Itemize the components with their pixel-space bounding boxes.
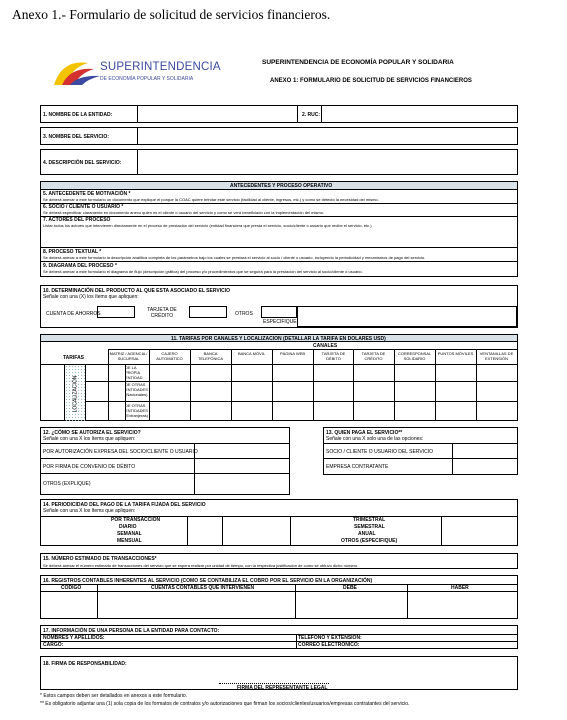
payer-option-member: SOCIO / CLIENTE O USUARIO DEL SERVICIO	[326, 449, 433, 455]
contact-role-label: CARGO:	[43, 642, 64, 648]
col-accounts: CUENTAS CONTABLES QUE INTERVIENEN	[151, 585, 255, 591]
row-own-entity: DE LA PROPIA ENTIDAD	[125, 365, 143, 380]
product-section	[40, 285, 518, 328]
logo-subtext: DE ECONOMÍA POPULAR Y SOLIDARIA	[100, 76, 194, 82]
period-daily: DIARIO	[119, 524, 137, 530]
s7-title: 7. ACTORES DEL PROCESO	[43, 217, 111, 223]
row-foreign: DE OTRAS ENTIDADES (Extranjeras)	[125, 403, 148, 418]
s6-title: 6. SOCIO / CLIENTE O USUARIO *	[43, 204, 124, 210]
accounting-title: 16. REGISTROS CONTABLES INHERENTES AL SERVICIO (COMO SE CONTABILIZA EL COBRO POR EL SERVICIO EN LA ORGANIZACIÓN)	[43, 578, 373, 584]
s9-title: 9. DIAGRAMA DEL PROCESO *	[43, 263, 117, 269]
service-desc-label: 4. DESCRIPCIÓN DEL SERVICIO:	[43, 160, 122, 166]
credit-card-checkbox[interactable]	[189, 306, 227, 318]
seps-logo	[52, 55, 221, 95]
col-credit: HABER	[451, 585, 469, 591]
service-name-label: 3. NOMBRE DEL SERVICIO:	[43, 134, 109, 140]
option-others: OTROS	[235, 311, 253, 317]
col-code: CÓDIGO	[61, 585, 82, 591]
authorize-option-other: OTROS (EXPLIQUE)	[43, 481, 91, 487]
signature-line[interactable]	[219, 683, 329, 684]
channels-label: CANALES	[313, 343, 338, 349]
period-per-transaction: POR TRANSACCIÓN	[111, 517, 161, 523]
payer-section	[323, 427, 518, 475]
savings-checkbox[interactable]	[97, 306, 135, 318]
authorize-section	[40, 427, 290, 495]
channel-header: PUNTOS MÓVILES	[437, 351, 474, 356]
channel-divider	[272, 349, 273, 421]
channel-header: PÁGINA WEB	[279, 351, 306, 356]
contact-title: 17. INFORMACIÓN DE UNA PERSONA DE LA ENTIDAD PARA CONTACTO:	[43, 628, 220, 634]
product-title: 10. DETERMINACIÓN DEL PRODUCTO AL QUE ESTA ASOCIADO EL SERVICIO	[43, 288, 230, 294]
period-annual: ANUAL	[358, 531, 376, 537]
s8-title: 8. PROCESO TEXTUAL *	[43, 249, 102, 255]
tariffs-title: 11. TARIFAS POR CANALES Y LOCALIZACION (DETALLAR LA TARIFA EN DOLARES USD)	[171, 336, 386, 342]
channel-header: TARJETA DE DÉBITO	[321, 351, 346, 361]
channel-divider	[231, 349, 232, 421]
service-name-row	[40, 127, 518, 145]
background-title: ANTECEDENTES Y PROCESO OPERATIVO	[230, 183, 333, 189]
payer-option-company: EMPRESA CONTRATANTE	[326, 464, 389, 470]
channel-header: BANCA MÓVIL	[237, 351, 266, 356]
authorize-title: 12. ¿CÓMO SE AUTORIZA EL SERVICIO?	[43, 430, 141, 436]
contact-name-label: NOMBRES Y APELLIDOS:	[43, 635, 105, 641]
period-quarterly: TRIMESTRAL	[353, 517, 386, 523]
entity-row	[40, 105, 518, 123]
s8-text: Se deberá anexar a este formulario la descripción analítica completa de los parámetros bajo los cuales se prestará el servicio al socio / cliente o usuario, incluyendo la periodicidad y mecanismos de pago del servicio.	[43, 255, 426, 260]
logo-text: SUPERINTENDENCIA	[100, 61, 221, 73]
org-title: SUPERINTENDENCIA DE ECONOMÍA POPULAR Y SOLIDARIA	[262, 59, 454, 66]
payer-title: 13. QUIEN PAGA EL SERVICIO**	[326, 430, 403, 436]
periodicity-section	[40, 499, 518, 546]
channel-header: TARJETA DE CRÉDITO	[361, 351, 386, 361]
transactions-title: 15. NÚMERO ESTIMADO DE TRANSACCIONES*	[43, 556, 157, 562]
col-debit: DEBE	[343, 585, 357, 591]
tariffs-label: TARIFAS	[63, 355, 85, 361]
authorize-option-express: POR AUTORIZACIÓN EXPRESA DEL SOCIO/CLIENTE O USUARIO	[43, 449, 198, 455]
periodicity-title: 14. PERIODICIDAD DEL PAGO DE LA TARIFA FIJADA DEL SERVICIO	[43, 502, 206, 508]
period-semiannual: SEMESTRAL	[354, 524, 385, 530]
contact-phone-label: TELÉFONO Y EXTENSIÓN:	[298, 635, 362, 641]
authorize-option-agreement: POR FIRMA DE CONVENIO DE DÉBITO	[43, 464, 136, 470]
logo-emblem-icon	[52, 55, 102, 89]
channel-header: VENTANILLAS DE EXTENSIÓN	[479, 351, 514, 361]
option-credit-card: TARJETA DE CRÉDITO	[147, 307, 177, 319]
signature-section	[40, 656, 518, 690]
channel-header: CORRESPONSAL SOLIDARIO	[397, 351, 432, 361]
location-label: LOCALIZACIÓN	[72, 375, 79, 413]
s6-text: Se deberá especificar claramente en documento anexo quien es el cliente o usuario del servicio y como se verá beneficiado con la implementación del mismo.	[43, 210, 325, 215]
accounting-section	[40, 575, 518, 619]
contact-email-label: CORREO ELECTRÓNICO:	[298, 642, 360, 648]
document-heading: Anexo 1.- Formulario de solicitud de servicios financieros.	[12, 7, 331, 22]
s7-text: Listar todos los actores que intervienen directamente en el proceso de prestación del servicio (entidad financiera que presta el servicio, socio/cliente o usuario que recibe el servicio, etc.)	[43, 223, 372, 228]
channel-header: CAJERO AUTOMÁTICO	[156, 351, 183, 361]
transactions-section	[40, 553, 518, 569]
location-column	[64, 365, 86, 421]
footnote-1: * Estos campos deben ser detallados en anexos a este formulario.	[40, 693, 188, 699]
service-desc-row	[40, 149, 518, 175]
contact-section	[40, 625, 518, 649]
periodicity-hint: Señale con una X los ítems que apliquen:	[43, 508, 136, 514]
channel-divider	[435, 349, 436, 421]
authorize-hint: Señale con una X los ítems que apliquen:	[43, 436, 136, 442]
channel-header: BANCA TELEFÓNICA	[197, 351, 224, 361]
entity-label: 1. NOMBRE DE LA ENTIDAD:	[43, 112, 113, 118]
ruc-label: 2. RUC:	[302, 112, 321, 118]
period-weekly: SEMANAL	[117, 531, 142, 537]
annex-title: ANEXO 1: FORMULARIO DE SOLICITUD DE SERVICIOS FINANCIEROS	[270, 78, 472, 84]
others-checkbox[interactable]	[261, 306, 297, 318]
s9-text: Se deberá anexar a este formulario el diagrama de flujo (descripción gráfica) del proceso y/o procedimientos que se seguirá para la prestación del servicio al socio/cliente o usuario.	[43, 269, 363, 274]
signature-title: 18. FIRMA DE RESPONSABILIDAD:	[43, 661, 127, 667]
period-monthly: MENSUAL	[117, 538, 142, 544]
payer-hint: Señale con una X solo una de las opciones:	[326, 436, 424, 442]
tariffs-table	[40, 341, 518, 421]
row-national: DE OTRAS ENTIDADES (Nacionales)	[125, 382, 148, 397]
product-hint: Señale con una (X) los ítems que apliquen:	[43, 294, 139, 300]
footnote-2: ** Es obligatorio adjuntar una (1) sola copia de los formatos de contratos y/o autorizaciones que firman los socios/clientes/usuarios/empresas contratantes del servicio.	[40, 701, 410, 707]
channel-header: MATRIZ / AGENCIA / SUCURSAL	[109, 351, 148, 361]
transactions-text: Se deberá anexar el número estimado de transacciones del servicio que se espera realizar por unidad de tiempo, con la respectiva justificación de como se obtuvo dicho número.	[43, 563, 359, 568]
period-other: OTROS (ESPECIFIQUE)	[341, 538, 398, 544]
background-section	[40, 181, 518, 277]
specify-label: ESPECIFIQUE:	[263, 319, 299, 325]
s5-title: 5. ANTECEDENTE DE MOTIVACIÓN *	[43, 191, 131, 197]
s5-text: Se deberá anexar a este formulario un documento que explique el porque la COAC quiere brindar este servicio (facilidad al cliente, ingresos, etc.) y como se detectó la necesidad del mismo.	[43, 197, 379, 202]
specify-field[interactable]	[297, 306, 517, 327]
option-savings: CUENTA DE AHORROS	[46, 311, 101, 317]
signature-label: FIRMA DEL REPRESENTANTE LEGAL	[237, 685, 328, 691]
